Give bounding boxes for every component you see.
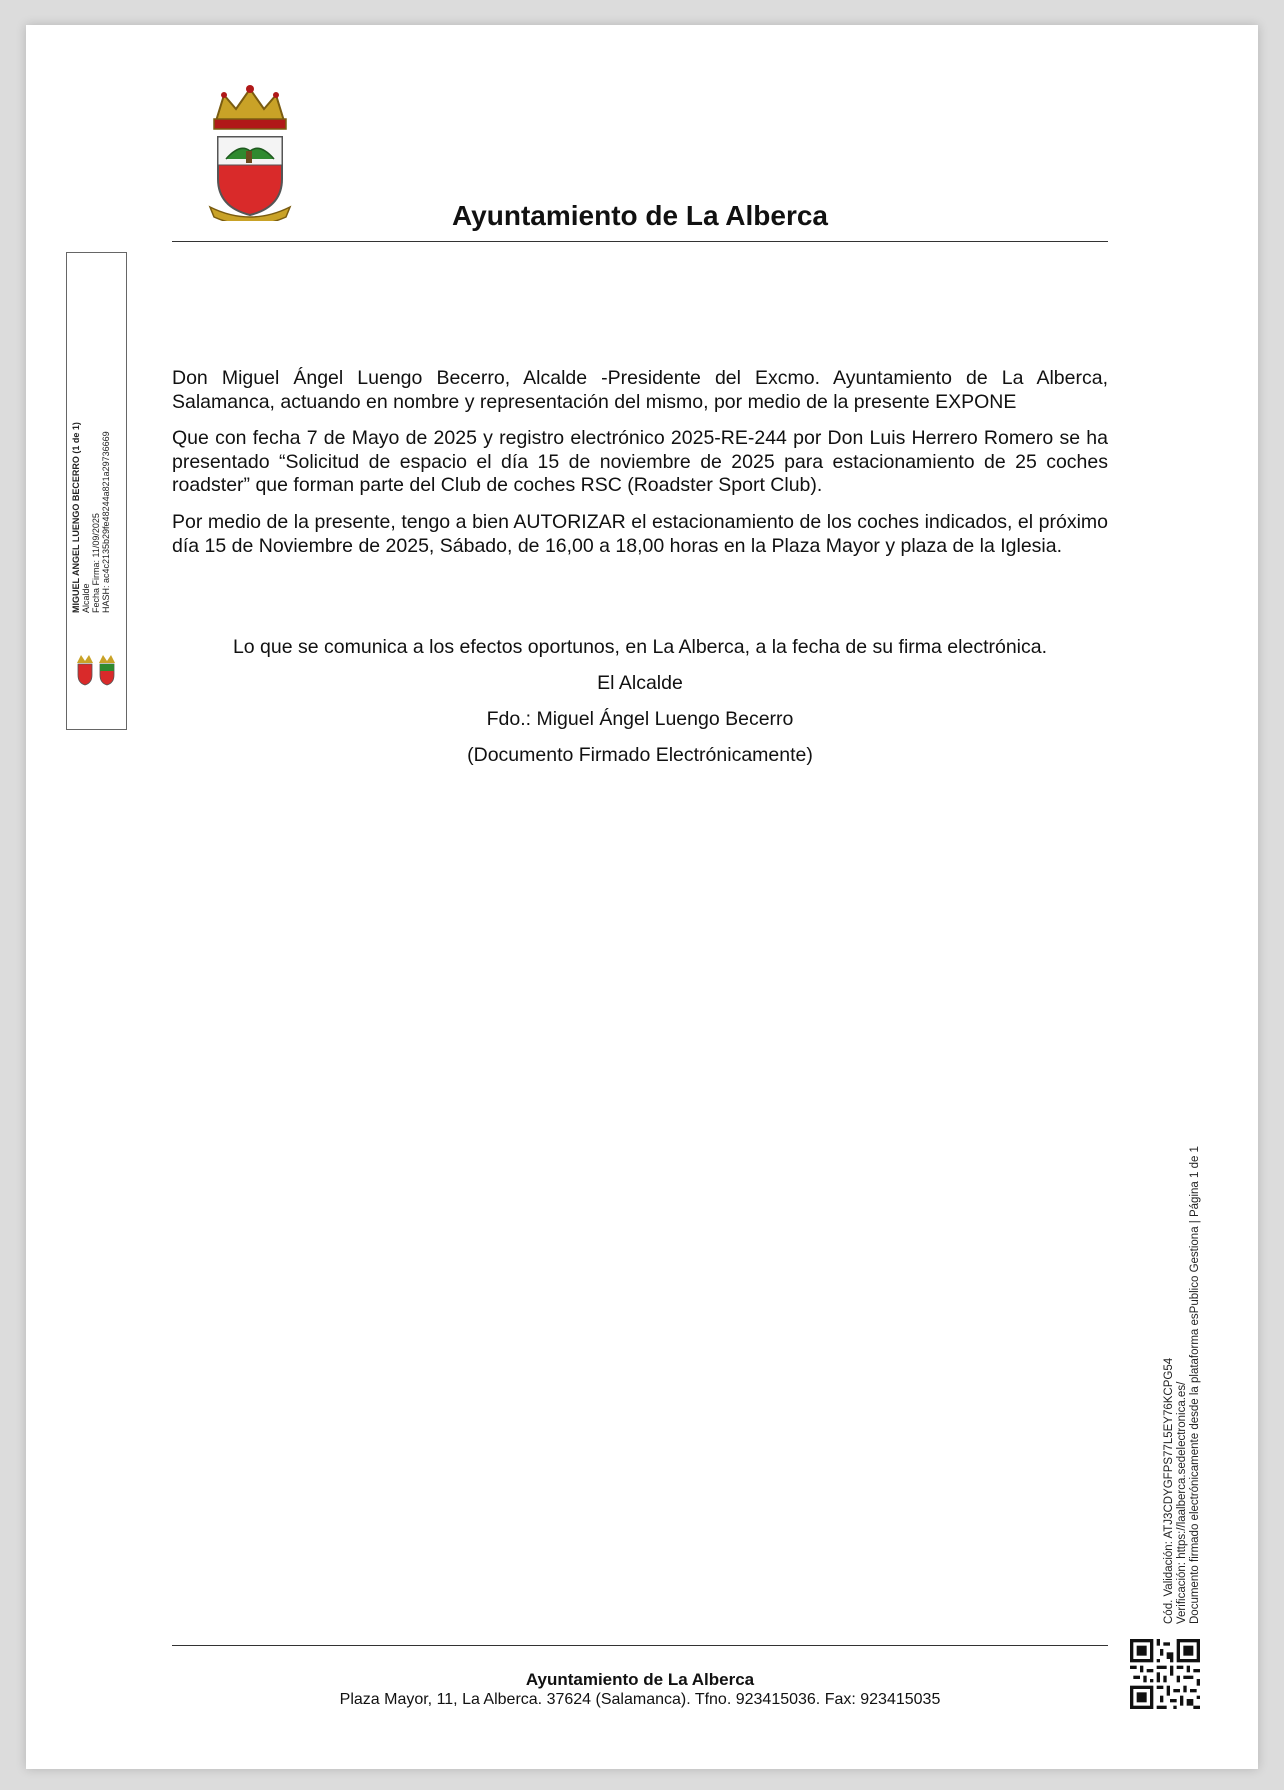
footer-divider — [172, 1645, 1108, 1646]
coat-of-arms-small-icon — [75, 653, 119, 687]
closing-note: (Documento Firmado Electrónicamente) — [467, 744, 813, 766]
closing-block — [172, 629, 1108, 773]
signature-stamp — [66, 252, 127, 730]
footer-name: Ayuntamiento de La Alberca — [525, 1670, 755, 1689]
footer-address: Plaza Mayor, 11, La Alberca. 37624 (Salamanca). Tfno. 923415036. Fax: 923415035 — [339, 1691, 941, 1708]
closing-signer: Fdo.: Miguel Ángel Luengo Becerro — [486, 708, 794, 730]
closing-role: El Alcalde — [597, 672, 683, 694]
validation-url[interactable]: Verificación: https://laalberca.sedelectronica.es/ — [1176, 1381, 1188, 1624]
paragraph-solicitud: Que con fecha 7 de Mayo de 2025 y registro electrónico 2025-RE-244 por Don Luis Herrero Romero se ha presentado “Solicitud de espacio el día 15 de noviembre de 2025 para estacionamiento de 25 coches roadster” que forman parte del Club de coches RSC (Roadster Sport Club). — [172, 427, 1108, 497]
signature-role: Alcalde — [81, 583, 91, 613]
paragraph-autorizacion: Por medio de la presente, tengo a bien AUTORIZAR el estacionamiento de los coches indicados, el próximo día 15 de Noviembre de 2025, Sábado, de 16,00 a 18,00 horas en la Plaza Mayor y plaza de la Iglesia. — [172, 510, 1108, 557]
signature-date: Fecha Firma: 11/09/2025 — [91, 513, 101, 613]
qr-code-icon[interactable] — [1130, 1639, 1200, 1709]
closing-statement: Lo que se comunica a los efectos oportunos, en La Alberca, a la fecha de su firma electrónica. — [232, 636, 1048, 658]
header-divider — [172, 241, 1108, 242]
page-title: Ayuntamiento de La Alberca — [451, 200, 828, 231]
signature-name: MIGUEL ANGEL LUENGO BECERRO (1 de 1) — [71, 422, 81, 613]
footer — [172, 1670, 1108, 1710]
document-page — [26, 25, 1258, 1769]
validation-platform: Documento firmado electrónicamente desde la plataforma esPublico Gestiona | Página 1 de 1 — [1189, 1146, 1201, 1624]
paragraph-expone: Don Miguel Ángel Luengo Becerro, Alcalde -Presidente del Excmo. Ayuntamiento de La Alberca, Salamanca, actuando en nombre y representación del mismo, por medio de la presente EXPONE — [172, 367, 1108, 413]
signature-hash: HASH: ac4c2135b29fe48244a821a29736669 — [101, 431, 111, 613]
validation-text — [1163, 1094, 1209, 1624]
signature-stamp-text — [71, 373, 121, 613]
document-body — [172, 367, 1108, 571]
validation-code: Cód. Validación: ATJ3CDYGFPS77L5EY76KCPG54 — [1163, 1357, 1175, 1624]
